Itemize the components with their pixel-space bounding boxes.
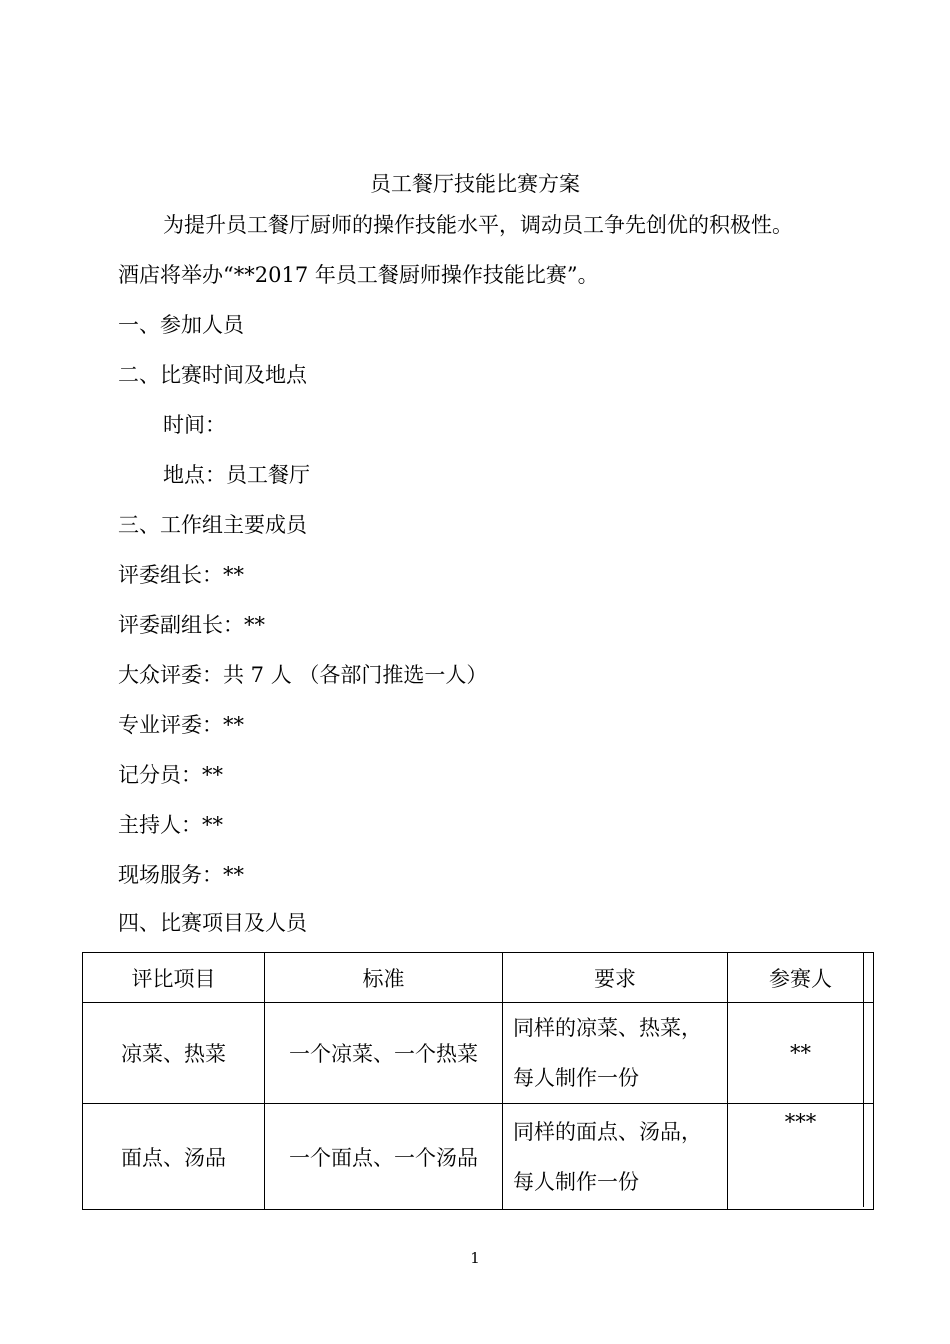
requirement-line: 同样的凉菜、热菜， [513,1016,702,1040]
table-cell-item: 凉菜、热菜 [83,1003,265,1104]
page-number: 1 [470,1249,480,1267]
member-line: 评委副组长：** [118,613,265,637]
table-cell-participant: *** [728,1104,874,1210]
table-header-cell: 标准 [265,953,503,1003]
table-right-border [863,952,864,1207]
document-title: 员工餐厅技能比赛方案 [370,172,580,196]
table-cell-item: 面点、汤品 [83,1104,265,1210]
table-header-cell: 要求 [503,953,728,1003]
requirement-line: 同样的面点、汤品， [513,1119,702,1144]
time-label: 时间： [163,413,226,437]
section-heading-participants: 一、参加人员 [118,313,244,337]
table-cell-requirement [503,1003,728,1104]
member-line: 记分员：** [118,763,223,787]
section-heading-contest-items: 四、比赛项目及人员 [118,911,307,935]
place-label: 地点：员工餐厅 [163,463,310,487]
contest-table [82,952,874,1210]
intro-paragraph-line-2: 酒店将举办“**2017 年员工餐厨师操作技能比赛”。 [118,263,599,287]
section-heading-time-place: 二、比赛时间及地点 [118,363,307,387]
table-cell-standard: 一个凉菜、一个热菜 [265,1003,503,1104]
table-header-cell: 评比项目 [83,953,265,1003]
member-line: 主持人：** [118,813,223,837]
table-cell-standard: 一个面点、一个汤品 [265,1104,503,1210]
table-header-cell: 参赛人 [728,953,874,1003]
table-row [83,1104,874,1210]
table-cell-participant: ** [728,1003,874,1104]
member-line: 现场服务：** [118,863,244,887]
table-header-row [83,953,874,1003]
requirement-line: 每人制作一份 [513,1066,639,1090]
requirement-line: 每人制作一份 [513,1169,639,1194]
member-line: 专业评委：** [118,713,244,737]
intro-paragraph-line-1: 为提升员工餐厅厨师的操作技能水平，调动员工争先创优的积极性。 [163,213,793,237]
member-line: 大众评委：共 7 人 （各部门推选一人） [118,663,488,687]
section-heading-work-group: 三、工作组主要成员 [118,513,307,537]
table-row [83,1003,874,1104]
table-cell-requirement [503,1104,728,1210]
member-line: 评委组长：** [118,563,244,587]
